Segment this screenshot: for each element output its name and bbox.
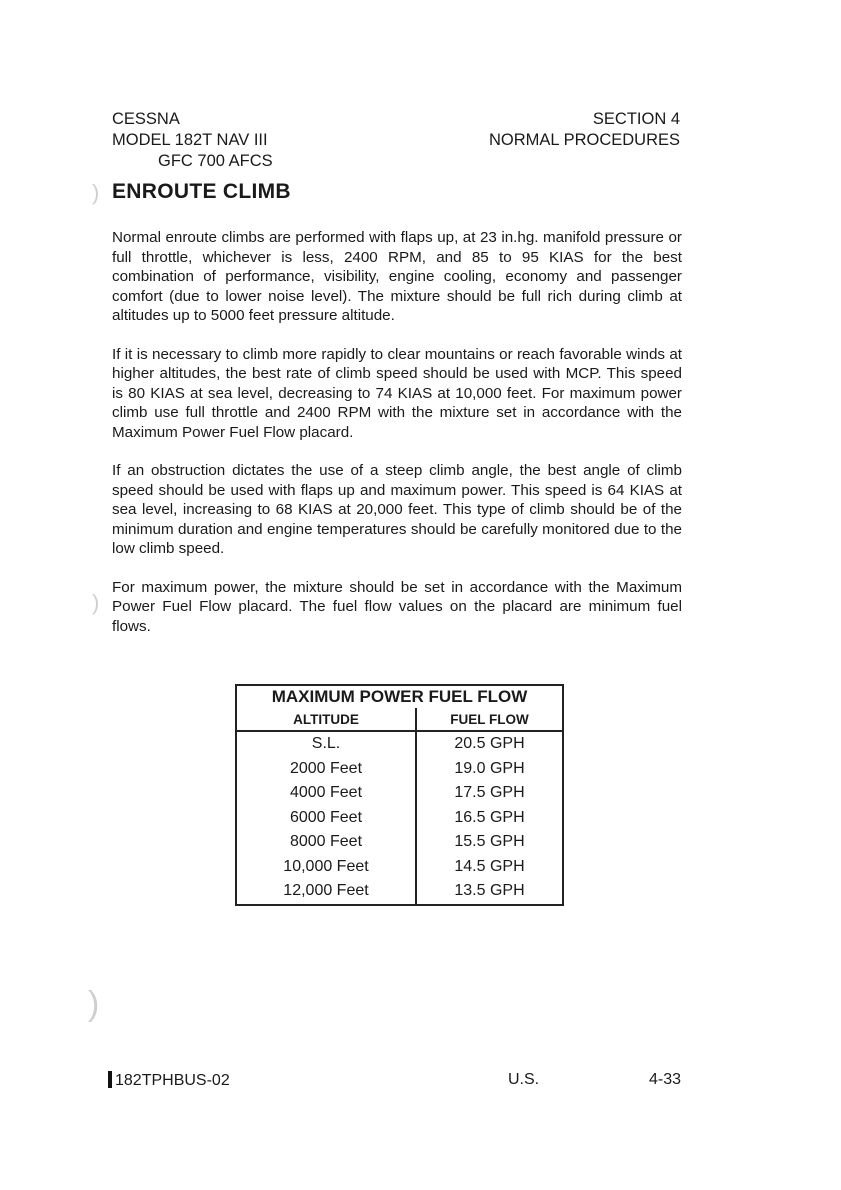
revision-bar <box>108 1071 112 1088</box>
altitude-cell: 8000 Feet <box>236 830 416 855</box>
altitude-cell: 4000 Feet <box>236 781 416 806</box>
binding-mark: ) <box>88 985 100 1023</box>
body-text <box>112 228 682 655</box>
table-row <box>236 830 563 855</box>
fuel-flow-table <box>235 684 564 906</box>
table-row <box>236 781 563 806</box>
table-row <box>236 731 563 757</box>
table-row <box>236 879 563 905</box>
altitude-cell: 6000 Feet <box>236 806 416 831</box>
fuel-flow-cell: 20.5 GPH <box>454 735 525 753</box>
header-autopilot: GFC 700 AFCS <box>158 152 273 170</box>
paragraph: For maximum power, the mixture should be set in accordance with the Maximum Power Fuel Flow placard. The fuel flow values on the placard are minimum fuel flows. <box>112 578 682 635</box>
paragraph: If it is necessary to climb more rapidly to clear mountains or reach favorable winds at higher altitudes, the best rate of climb speed should be used with MCP. This speed is 80 KIAS at sea level, decreasing to 74 KIAS at 10,000 feet. For maximum power climb use full throttle and 2400 RPM with the mixture set in accordance with the Maximum Power Fuel Flow placard. <box>112 345 682 441</box>
header-model: MODEL 182T NAV III <box>112 131 268 149</box>
footer-region: U.S. <box>508 1071 540 1088</box>
page-title: ENROUTE CLIMB <box>112 180 291 203</box>
fuel-flow-cell: 15.5 GPH <box>454 833 525 851</box>
fuel-flow-cell: 14.5 GPH <box>454 857 525 875</box>
table-row <box>236 806 563 831</box>
header-section-title: NORMAL PROCEDURES <box>489 131 680 149</box>
table-caption: MAXIMUM POWER FUEL FLOW <box>271 687 528 706</box>
altitude-cell: 10,000 Feet <box>236 855 416 880</box>
fuel-flow-cell: 13.5 GPH <box>454 882 525 900</box>
running-header-right <box>489 109 680 151</box>
document-id: 182TPHBUS-02 <box>115 1072 230 1089</box>
fuel-flow-cell: 19.0 GPH <box>454 759 525 777</box>
running-header-left <box>112 109 273 172</box>
altitude-cell: S.L. <box>236 731 416 757</box>
altitude-cell: 2000 Feet <box>236 757 416 782</box>
binding-mark: ) <box>92 590 100 615</box>
header-manufacturer: CESSNA <box>112 110 180 128</box>
paragraph: If an obstruction dictates the use of a steep climb angle, the best angle of climb speed should be used with flaps up and maximum power. This speed is 64 KIAS at sea level, increasing to 68 KIAS at 20,000 feet. This type of climb should be of the minimum duration and engine temperatures should be carefully monitored due to the low climb speed. <box>112 462 682 557</box>
fuel-flow-cell: 16.5 GPH <box>454 808 525 826</box>
column-header-fuel-flow: FUEL FLOW <box>416 708 563 731</box>
paragraph: Normal enroute climbs are performed with flaps up, at 23 in.hg. manifold pressure or full throttle, whichever is less, 2400 RPM, and 85 to 95 KIAS for the best combination of performance, visibility, engine cooling, economy and passenger comfort (due to lower noise level). The mixture should be full rich during climb at altitudes up to 5000 feet pressure altitude. <box>112 229 682 324</box>
page-number: 4-33 <box>649 1071 682 1088</box>
binding-mark: ) <box>92 180 100 205</box>
table-row <box>236 855 563 880</box>
table-row <box>236 757 563 782</box>
fuel-flow-cell: 17.5 GPH <box>454 784 525 802</box>
header-section: SECTION 4 <box>592 110 680 128</box>
column-header-altitude: ALTITUDE <box>236 708 416 731</box>
footer-document-id <box>108 1071 230 1090</box>
altitude-cell: 12,000 Feet <box>236 879 416 905</box>
